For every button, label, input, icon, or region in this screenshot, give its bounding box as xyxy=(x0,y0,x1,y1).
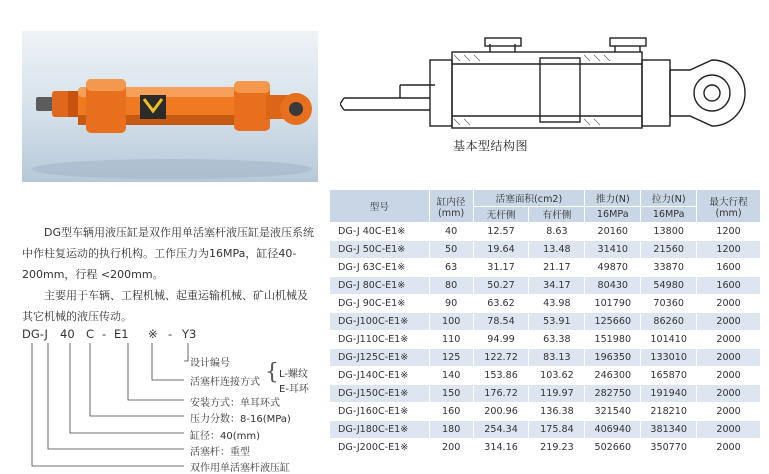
cell-model: DG-J180C-E1※ xyxy=(330,421,430,439)
code-series: DG-J xyxy=(22,327,48,341)
table-row xyxy=(330,349,761,367)
cell-area-no-rod: 78.54 xyxy=(473,313,529,331)
cell-pull: 13800 xyxy=(641,223,697,241)
cell-model: DG-J125C-E1※ xyxy=(330,349,430,367)
legend-brace: { xyxy=(265,360,279,385)
cell-push: 282750 xyxy=(585,385,641,403)
code-mount: E1 xyxy=(114,327,129,341)
cell-stroke: 2000 xyxy=(697,349,761,367)
cell-area-no-rod: 94.99 xyxy=(473,331,529,349)
table-row xyxy=(330,385,761,403)
table-row xyxy=(330,367,761,385)
legend-option-thread: L-螺纹 xyxy=(279,369,309,380)
cell-push: 31410 xyxy=(585,241,641,259)
legend-connection: 活塞杆连接方式 xyxy=(190,377,260,388)
cell-stroke: 2000 xyxy=(697,367,761,385)
cell-push: 246300 xyxy=(585,367,641,385)
cell-pull: 381340 xyxy=(641,421,697,439)
cell-push: 125660 xyxy=(585,313,641,331)
cell-area-no-rod: 176.72 xyxy=(473,385,529,403)
header-push-pressure: 16MPa xyxy=(585,206,641,223)
cell-area-rod: 136.38 xyxy=(529,403,585,421)
cell-model: DG-J160C-E1※ xyxy=(330,403,430,421)
cell-model: DG-J150C-E1※ xyxy=(330,385,430,403)
diagram-caption: 基本型结构图 xyxy=(453,139,529,153)
cell-area-no-rod: 12.57 xyxy=(473,223,529,241)
table-row xyxy=(330,403,761,421)
cell-model: DG-J200C-E1※ xyxy=(330,439,430,457)
cell-area-no-rod: 31.17 xyxy=(473,259,529,277)
table-row xyxy=(330,241,761,259)
cell-area-rod: 53.91 xyxy=(529,313,585,331)
code-bore: 40 xyxy=(60,327,75,341)
code-design: Y3 xyxy=(182,327,197,341)
cell-bore: 80 xyxy=(429,277,473,295)
cell-area-no-rod: 200.96 xyxy=(473,403,529,421)
cell-pull: 133010 xyxy=(641,349,697,367)
header-rod: 有杆侧 xyxy=(529,206,585,223)
code-connection: ※ xyxy=(148,327,158,341)
table-row xyxy=(330,421,761,439)
cell-push: 196350 xyxy=(585,349,641,367)
description-para1: DG型车辆用液压缸是双作用单活塞杆液压缸是液压系统中作柱复运动的执行机构。工作压力为16MPa，缸径40-200mm，行程 <200mm。 xyxy=(22,226,314,281)
cell-bore: 160 xyxy=(429,403,473,421)
cell-pull: 86260 xyxy=(641,313,697,331)
cell-stroke: 1200 xyxy=(697,241,761,259)
cell-model: DG-J 63C-E1※ xyxy=(330,259,430,277)
cell-area-no-rod: 254.34 xyxy=(473,421,529,439)
cell-stroke: 2000 xyxy=(697,313,761,331)
header-piston-area: 活塞面积(cm2) xyxy=(473,190,585,207)
code-rod: C xyxy=(86,327,95,341)
product-photo xyxy=(22,31,318,182)
table-row xyxy=(330,439,761,457)
cell-pull: 350770 xyxy=(641,439,697,457)
cell-area-rod: 34.17 xyxy=(529,277,585,295)
legend-pressure: 压力分数：8-16(MPa) xyxy=(190,414,291,425)
cell-push: 321540 xyxy=(585,403,641,421)
cell-stroke: 2000 xyxy=(697,439,761,457)
cell-bore: 200 xyxy=(429,439,473,457)
cell-bore: 125 xyxy=(429,349,473,367)
cell-area-rod: 13.48 xyxy=(529,241,585,259)
cell-bore: 150 xyxy=(429,385,473,403)
cell-bore: 40 xyxy=(429,223,473,241)
code-dash2: - xyxy=(168,327,173,341)
cell-model: DG-J 50C-E1※ xyxy=(330,241,430,259)
cell-area-no-rod: 19.64 xyxy=(473,241,529,259)
code-dash1: - xyxy=(102,327,107,341)
cell-pull: 70360 xyxy=(641,295,697,313)
cell-area-rod: 175.84 xyxy=(529,421,585,439)
cell-pull: 33870 xyxy=(641,259,697,277)
table-row xyxy=(330,277,761,295)
cell-area-no-rod: 314.16 xyxy=(473,439,529,457)
cell-model: DG-J100C-E1※ xyxy=(330,313,430,331)
cell-bore: 100 xyxy=(429,313,473,331)
cell-push: 20160 xyxy=(585,223,641,241)
description-para2: 主要用于车辆、工程机械、起重运输机械、矿山机械及其它机械的液压传动。 xyxy=(22,289,308,323)
table-row xyxy=(330,331,761,349)
cell-bore: 63 xyxy=(429,259,473,277)
header-no-rod: 无杆侧 xyxy=(473,206,529,223)
cell-pull: 54980 xyxy=(641,277,697,295)
cell-bore: 110 xyxy=(429,331,473,349)
cell-area-rod: 83.13 xyxy=(529,349,585,367)
cell-pull: 218210 xyxy=(641,403,697,421)
cell-stroke: 2000 xyxy=(697,331,761,349)
cell-stroke: 2000 xyxy=(697,403,761,421)
legend-option-eye: E-耳环 xyxy=(279,384,309,395)
cell-push: 406940 xyxy=(585,421,641,439)
legend-type: 双作用单活塞杆液压缸 xyxy=(190,463,290,474)
cell-pull: 21560 xyxy=(641,241,697,259)
cell-stroke: 1200 xyxy=(697,223,761,241)
structure-diagram xyxy=(340,30,760,130)
cell-area-rod: 119.97 xyxy=(529,385,585,403)
table-row xyxy=(330,259,761,277)
description xyxy=(22,222,314,327)
cell-bore: 140 xyxy=(429,367,473,385)
table-row xyxy=(330,223,761,241)
header-stroke: 最大行程 (mm) xyxy=(697,190,761,223)
cell-pull: 101410 xyxy=(641,331,697,349)
cell-area-no-rod: 122.72 xyxy=(473,349,529,367)
cell-push: 502660 xyxy=(585,439,641,457)
legend-mounting: 安装方式：单耳环式 xyxy=(190,398,280,409)
cell-model: DG-J 80C-E1※ xyxy=(330,277,430,295)
spec-table-body xyxy=(330,223,761,457)
spec-table xyxy=(329,189,761,457)
table-row xyxy=(330,313,761,331)
cell-pull: 191940 xyxy=(641,385,697,403)
cell-stroke: 2000 xyxy=(697,385,761,403)
header-bore: 缸内径 (mm) xyxy=(429,190,473,223)
cell-stroke: 2000 xyxy=(697,421,761,439)
cell-pull: 165870 xyxy=(641,367,697,385)
cell-area-rod: 8.63 xyxy=(529,223,585,241)
header-pull: 拉力(N) xyxy=(641,190,697,207)
table-row xyxy=(330,295,761,313)
cell-push: 101790 xyxy=(585,295,641,313)
cell-area-rod: 219.23 xyxy=(529,439,585,457)
cell-area-rod: 43.98 xyxy=(529,295,585,313)
cell-bore: 50 xyxy=(429,241,473,259)
cell-model: DG-J140C-E1※ xyxy=(330,367,430,385)
cell-stroke: 2000 xyxy=(697,295,761,313)
legend-design-no: 设计编号 xyxy=(190,358,230,369)
cell-model: DG-J 90C-E1※ xyxy=(330,295,430,313)
cell-area-no-rod: 63.62 xyxy=(473,295,529,313)
legend-bore: 缸径：40(mm) xyxy=(190,431,261,442)
cell-bore: 180 xyxy=(429,421,473,439)
cell-area-rod: 21.17 xyxy=(529,259,585,277)
cell-model: DG-J 40C-E1※ xyxy=(330,223,430,241)
header-push: 推力(N) xyxy=(585,190,641,207)
cell-bore: 90 xyxy=(429,295,473,313)
cell-push: 80430 xyxy=(585,277,641,295)
cell-area-no-rod: 153.86 xyxy=(473,367,529,385)
cell-area-rod: 103.62 xyxy=(529,367,585,385)
header-model: 型号 xyxy=(330,190,430,223)
cell-area-rod: 63.38 xyxy=(529,331,585,349)
cell-area-no-rod: 50.27 xyxy=(473,277,529,295)
cell-stroke: 1600 xyxy=(697,259,761,277)
cell-push: 151980 xyxy=(585,331,641,349)
legend-rod: 活塞杆：重型 xyxy=(190,447,250,458)
cell-stroke: 1600 xyxy=(697,277,761,295)
header-pull-pressure: 16MPa xyxy=(641,206,697,223)
cell-model: DG-J110C-E1※ xyxy=(330,331,430,349)
cell-push: 49870 xyxy=(585,259,641,277)
